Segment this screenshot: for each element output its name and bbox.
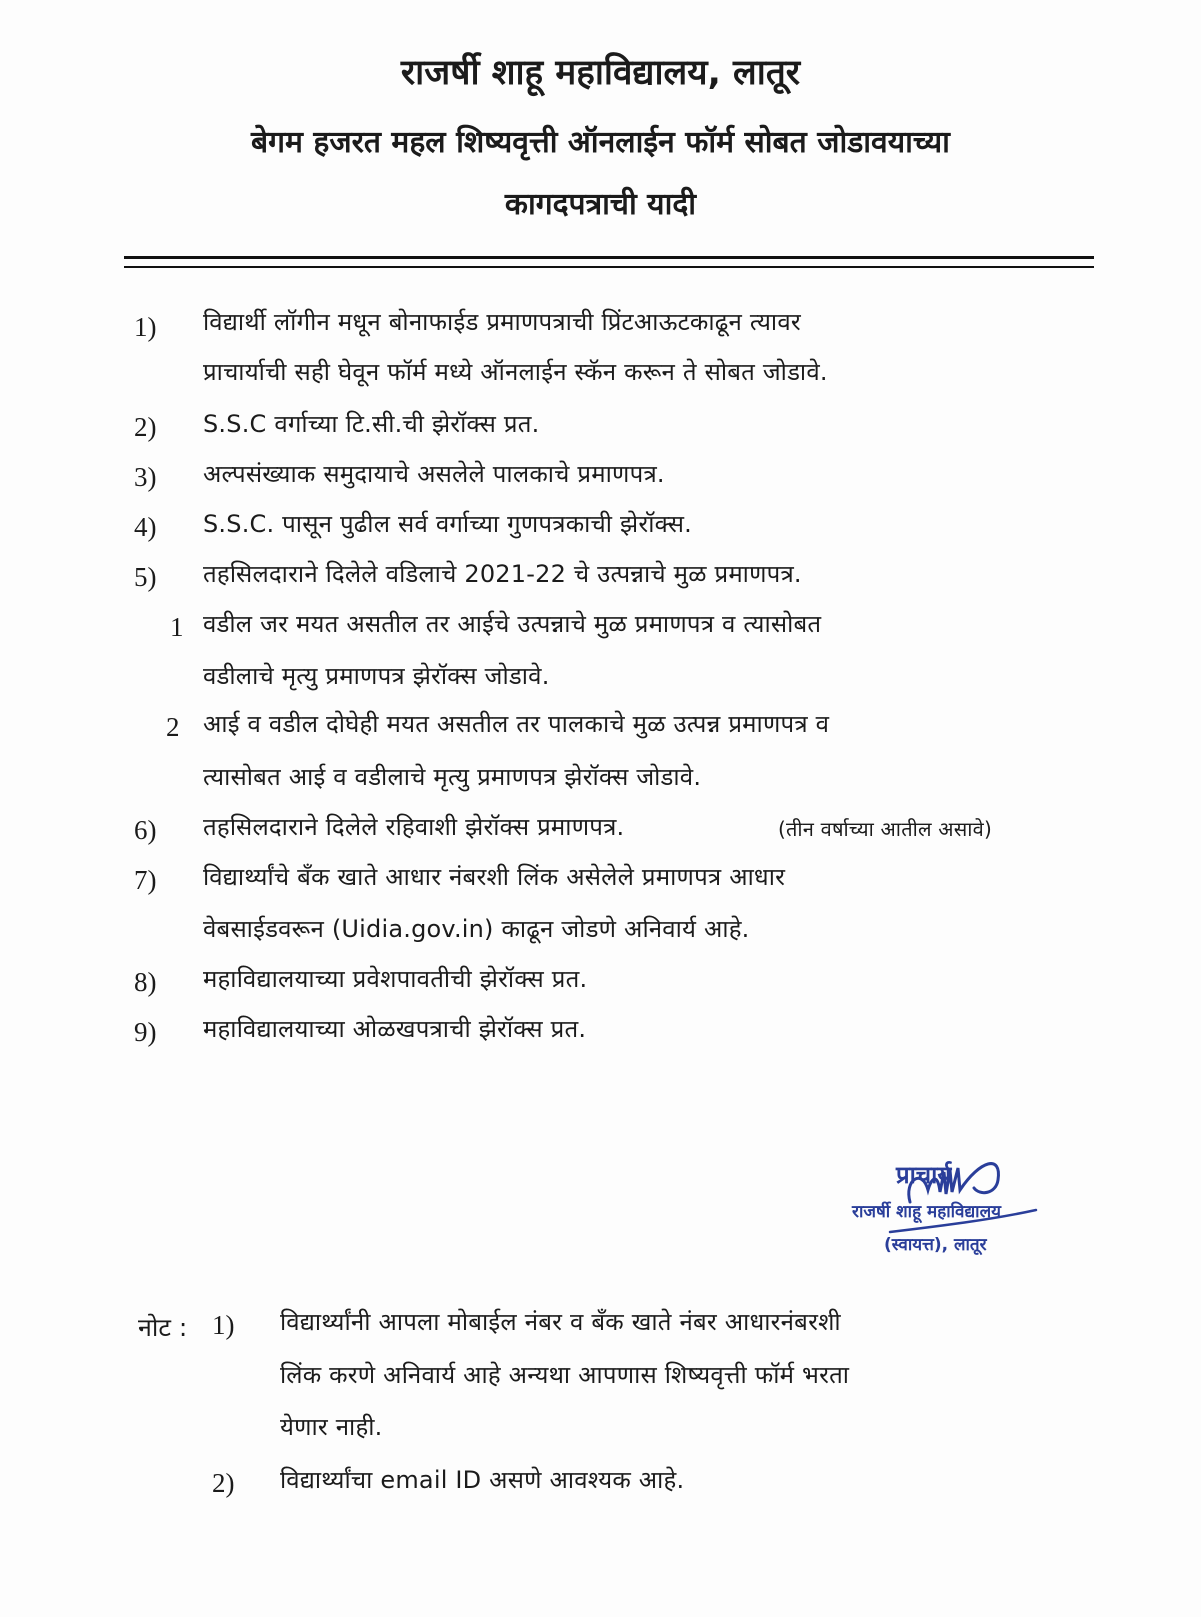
item-line: अल्पसंख्याक समुदायाचे असलेले पालकाचे प्रमाणपत्र.: [203, 460, 665, 488]
item-line: तहसिलदाराने दिलेले वडिलाचे 2021-22 चे उत्पन्नाचे मुळ प्रमाणपत्र.: [203, 560, 802, 588]
subitem-line: त्यासोबत आई व वडीलाचे मृत्यु प्रमाणपत्र झेरॉक्स जोडावे.: [203, 763, 702, 791]
note-line: लिंक करणे अनिवार्य आहे अन्यथा आपणास शिष्यवृत्ती फॉर्म भरता: [280, 1361, 850, 1389]
college-name-heading: राजर्षी शाहू महाविद्यालय, लातूर: [400, 53, 801, 93]
item-number: 8): [134, 967, 157, 997]
item-line: S.S.C वर्गाच्या टि.सी.ची झेरॉक्स प्रत.: [203, 410, 540, 438]
subitem-line: आई व वडील दोघेही मयत असतील तर पालकाचे मुळ उत्पन्न प्रमाणपत्र व: [203, 710, 830, 738]
item-number: 5): [134, 562, 157, 592]
item-line: तहसिलदाराने दिलेले रहिवाशी झेरॉक्स प्रमाणपत्र.: [203, 813, 625, 841]
subitem-line: वडील जर मयत असतील तर आईचे उत्पन्नाचे मुळ प्रमाणपत्र व त्यासोबत: [203, 610, 822, 638]
document-title-line1: बेगम हजरत महल शिष्यवृत्ती ऑनलाईन फॉर्म सोबत जोडावयाच्या: [251, 125, 950, 160]
document-title-line2: कागदपत्राची यादी: [504, 187, 697, 222]
item-line: महाविद्यालयाच्या ओळखपत्राची झेरॉक्स प्रत.: [203, 1015, 587, 1043]
item-line: वेबसाईडवरून (Uidia.gov.in) काढून जोडणे अनिवार्य आहे.: [203, 915, 750, 943]
stamp-place: (स्वायत्त), लातूर: [884, 1235, 987, 1255]
item-number: 9): [134, 1017, 157, 1047]
item-line: विद्यार्थ्यांचे बँक खाते आधार नंबरशी लिंक असेलेले प्रमाणपत्र आधार: [203, 863, 786, 891]
subitem-line: वडीलाचे मृत्यु प्रमाणपत्र झेरॉक्स जोडावे.: [203, 662, 550, 690]
note-label: नोट :: [138, 1313, 188, 1342]
header-divider-thick: [124, 256, 1094, 259]
signature-title: प्राचार्य: [896, 1161, 952, 1189]
item-number: 2): [134, 412, 157, 442]
note-item-number: 2): [212, 1468, 235, 1498]
item-line: प्राचार्याची सही घेवून फॉर्म मध्ये ऑनलाईन स्कॅन करून ते सोबत जोडावे.: [203, 358, 828, 386]
item-number: 4): [134, 512, 157, 542]
item-line: महाविद्यालयाच्या प्रवेशपावतीची झेरॉक्स प्रत.: [203, 965, 588, 993]
item-line: S.S.C. पासून पुढील सर्व वर्गाच्या गुणपत्रकाची झेरॉक्स.: [203, 510, 693, 538]
item-number: 6): [134, 815, 157, 845]
subitem-number: 2: [166, 712, 180, 742]
item-line: विद्यार्थी लॉगीन मधून बोनाफाईड प्रमाणपत्राची प्रिंटआऊटकाढून त्यावर: [203, 308, 801, 336]
note-item-number: 1): [212, 1310, 235, 1340]
item-aside-note: (तीन वर्षाच्या आतील असावे): [778, 817, 992, 841]
item-number: 1): [134, 312, 157, 342]
note-line: विद्यार्थ्यांचा email ID असणे आवश्यक आहे.: [280, 1466, 685, 1494]
item-number: 7): [134, 865, 157, 895]
item-number: 3): [134, 462, 157, 492]
header-divider-thin: [124, 266, 1094, 268]
subitem-number: 1: [170, 612, 184, 642]
note-line: विद्यार्थ्यांनी आपला मोबाईल नंबर व बँक खाते नंबर आधारनंबरशी: [280, 1308, 841, 1336]
stamp-college-name: राजर्षी शाहू महाविद्यालय: [852, 1202, 1001, 1222]
note-line: येणार नाही.: [280, 1413, 383, 1441]
